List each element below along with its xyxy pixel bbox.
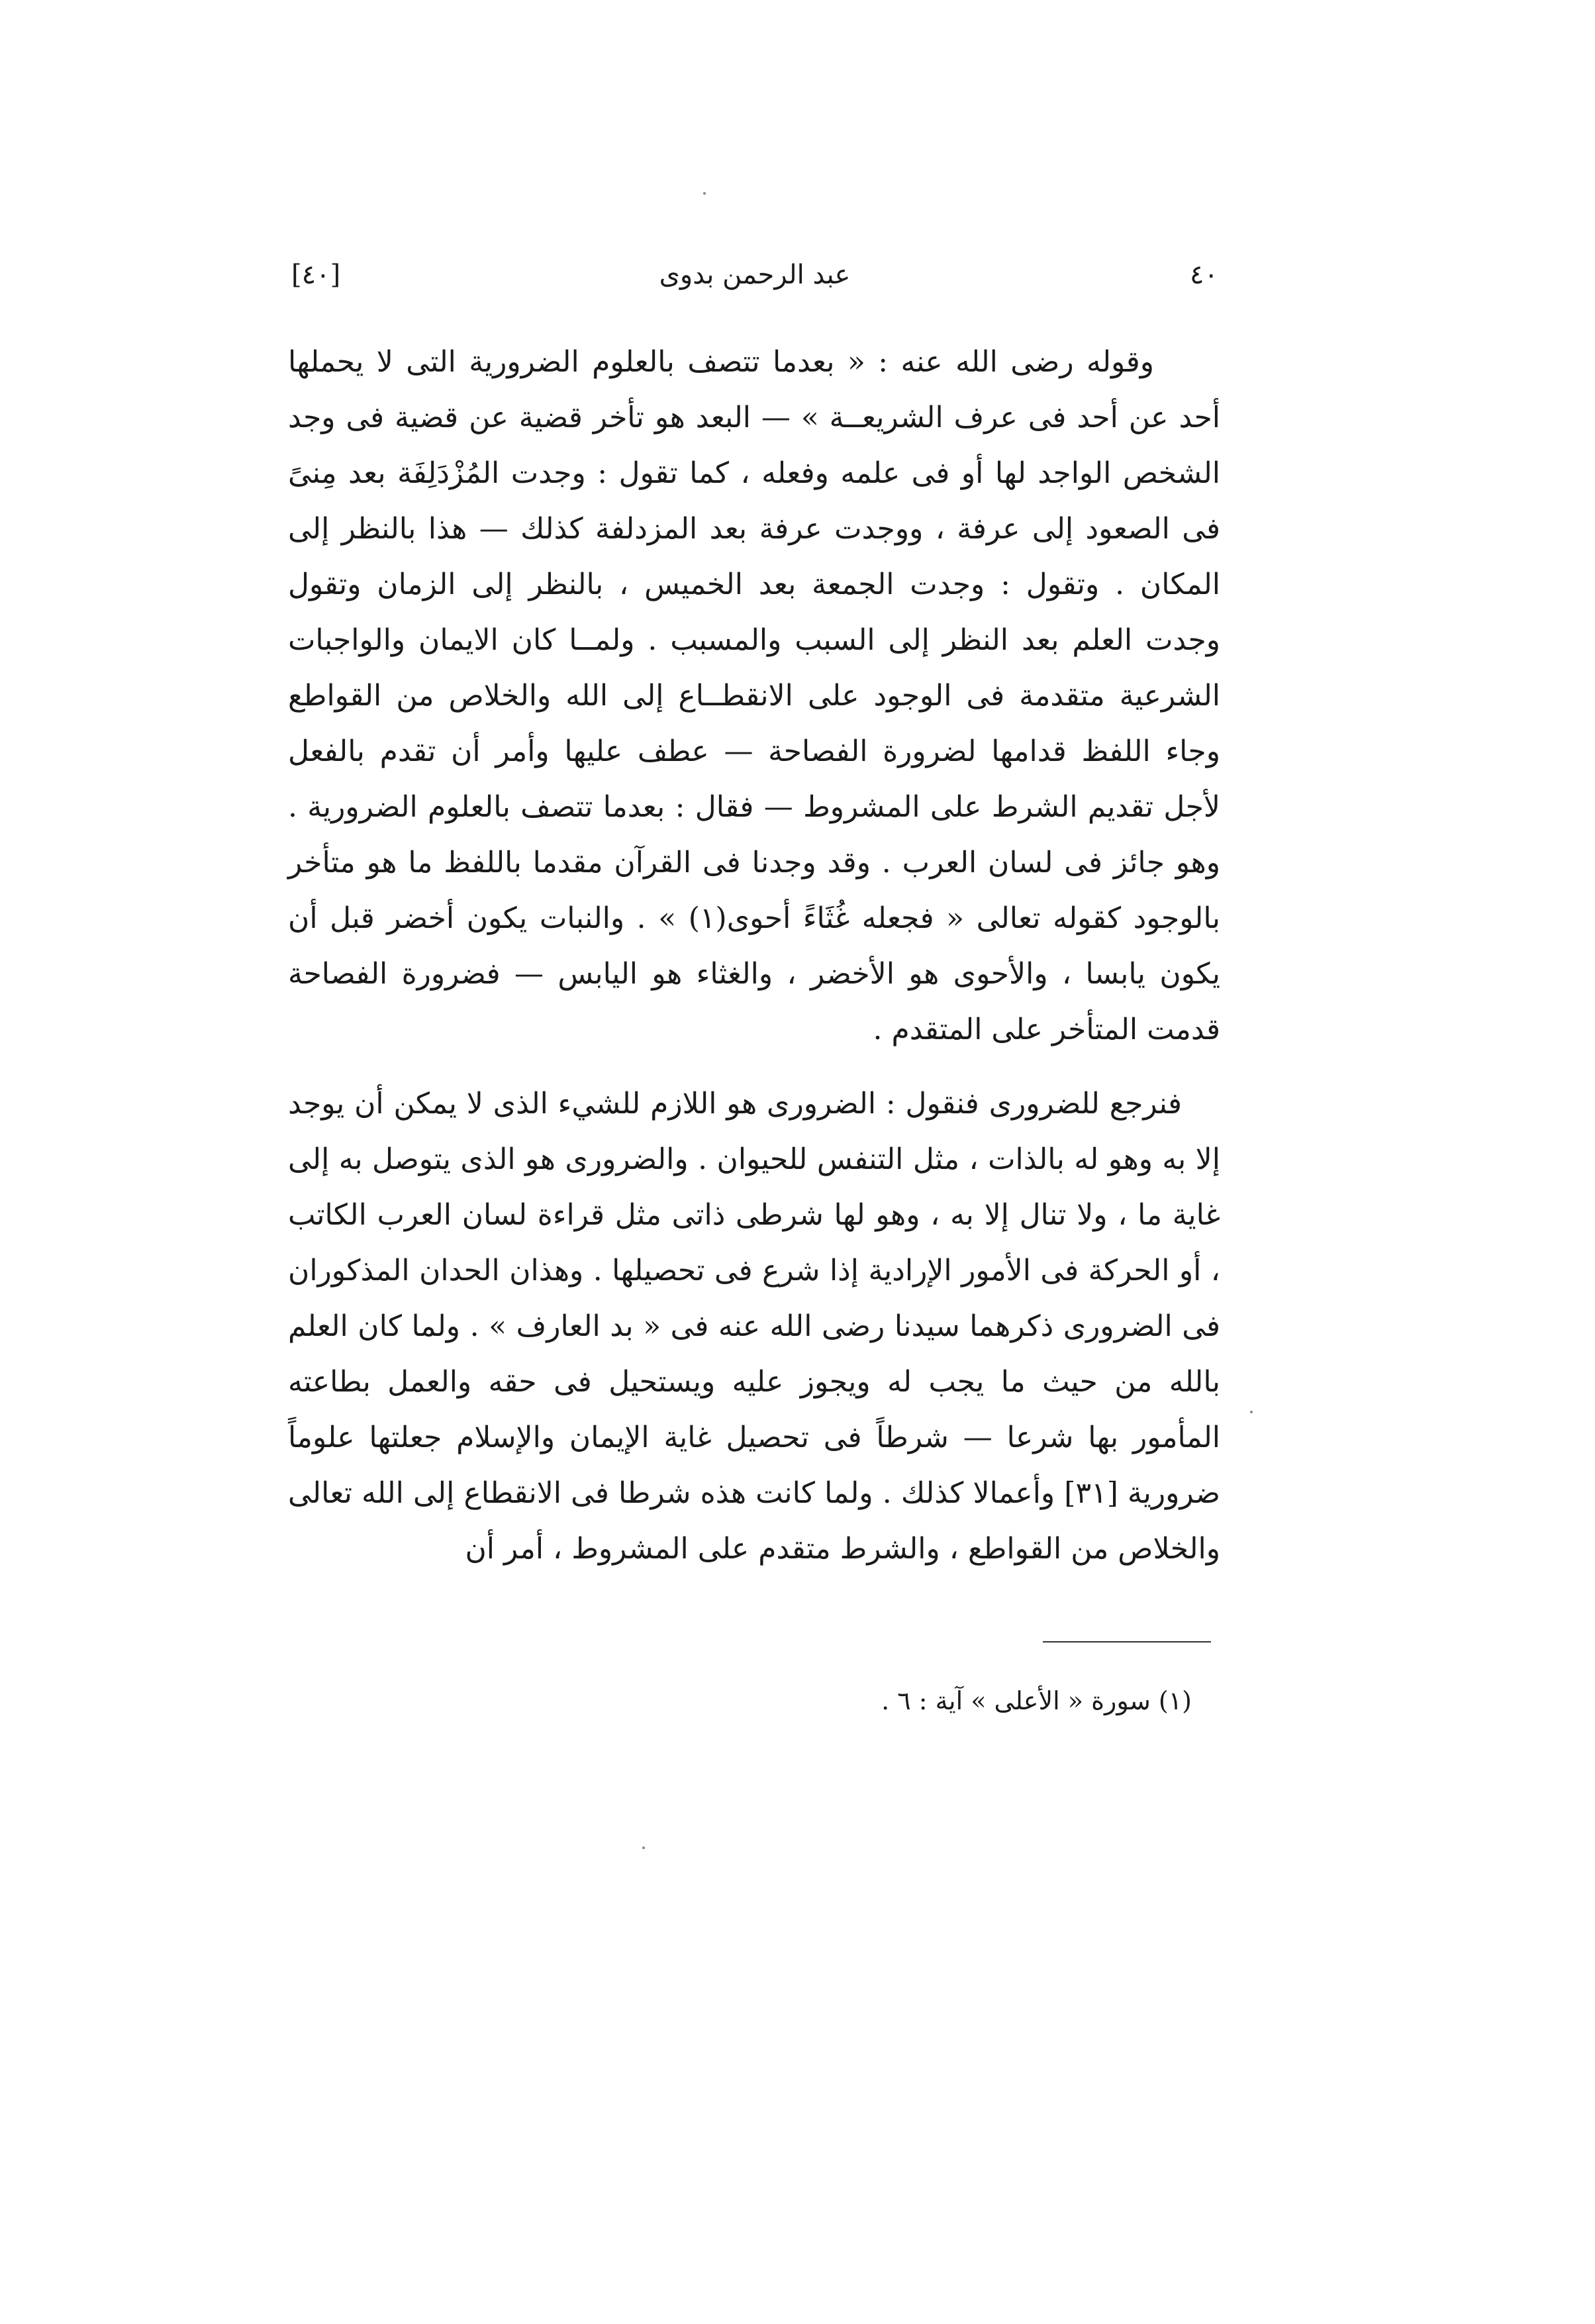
footnote-divider	[1043, 1641, 1211, 1642]
paragraph: وقوله رضى الله عنه : « بعدما تتصف بالعلوم الضرورية التى لا يحملها أحد عن أحد فى عرف الشريعــة » — البعد هو تأخر قضية عن قضية فى وجد الشخص الواجد لها أو فى علمه وفعله ، كما تقول : وجدت المُزْدَلِفَة بعد مِنىً فى الصعود إلى عرفة ، ووجدت عرفة بعد المزدلفة كذلك — هذا بالنظر إلى المكان . وتقول : وجدت الجمعة بعد الخميس ، بالنظر إلى الزمان وتقول وجدت العلم بعد النظر إلى السبب والمسبب . ولمــا كان الايمان والواجبات الشرعية متقدمة فى الوجود على الانقطــاع إلى الله والخلاص من القواطع وجاء اللفظ قدامها لضرورة الفصاحة — عطف عليها وأمر أن تقدم بالفعل لأجل تقديم الشرط على المشروط — فقال : بعدما تتصف بالعلوم الضرورية . وهو جائز فى لسان العرب . وقد وجدنا فى القرآن مقدما باللفظ ما هو متأخر بالوجود كقوله تعالى « فجعله غُثَاءً أحوى(١) » . والنبات يكون أخضر قبل أن يكون يابسا ، والأحوى هو الأخضر ، والغثاء هو اليابس — فضرورة الفصاحة قدمت المتأخر على المتقدم .	[288, 345, 1220, 1046]
footnote: (١) سورة « الأعلى » آية : ٦ .	[881, 1686, 1192, 1715]
paragraph: فنرجع للضرورى فنقول : الضرورى هو اللازم للشيء الذى لا يمكن أن يوجد إلا به وهو له بالذات ، مثل التنفس للحيوان . والضرورى هو الذى يتوصل به إلى غاية ما ، ولا تنال إلا به ، وهو لها شرطى ذاتى مثل قراءة لسان العرب الكاتب ، أو الحركة فى الأمور الإرادية إذا شرع فى تحصيلها . وهذان الحدان المذكوران فى الضرورى ذكرهما سيدنا رضى الله عنه فى « بد العارف » . ولما كان العلم بالله من حيث ما يجب له ويجوز عليه ويستحيل فى حقه والعمل بطاعته المأمور بها شرعا — شرطاً فى تحصيل غاية الإيمان والإسلام جعلتها علوماً ضرورية [٣١] وأعمالا كذلك . ولما كانت هذه شرطا فى الانقطاع إلى الله تعالى والخلاص من القواطع ، والشرط متقدم على المشروط ، أمر أن	[288, 1087, 1221, 1566]
paper-speck	[703, 192, 706, 195]
page-number-bracketed: [٤٠]	[291, 260, 341, 290]
paper-speck	[1250, 1411, 1253, 1413]
main-text	[288, 334, 1220, 1577]
page-header	[291, 260, 1218, 299]
paper-speck	[642, 1846, 645, 1849]
running-title: عبد الرحمن بدوى	[659, 260, 851, 290]
page-number: ٤٠	[1190, 260, 1218, 290]
